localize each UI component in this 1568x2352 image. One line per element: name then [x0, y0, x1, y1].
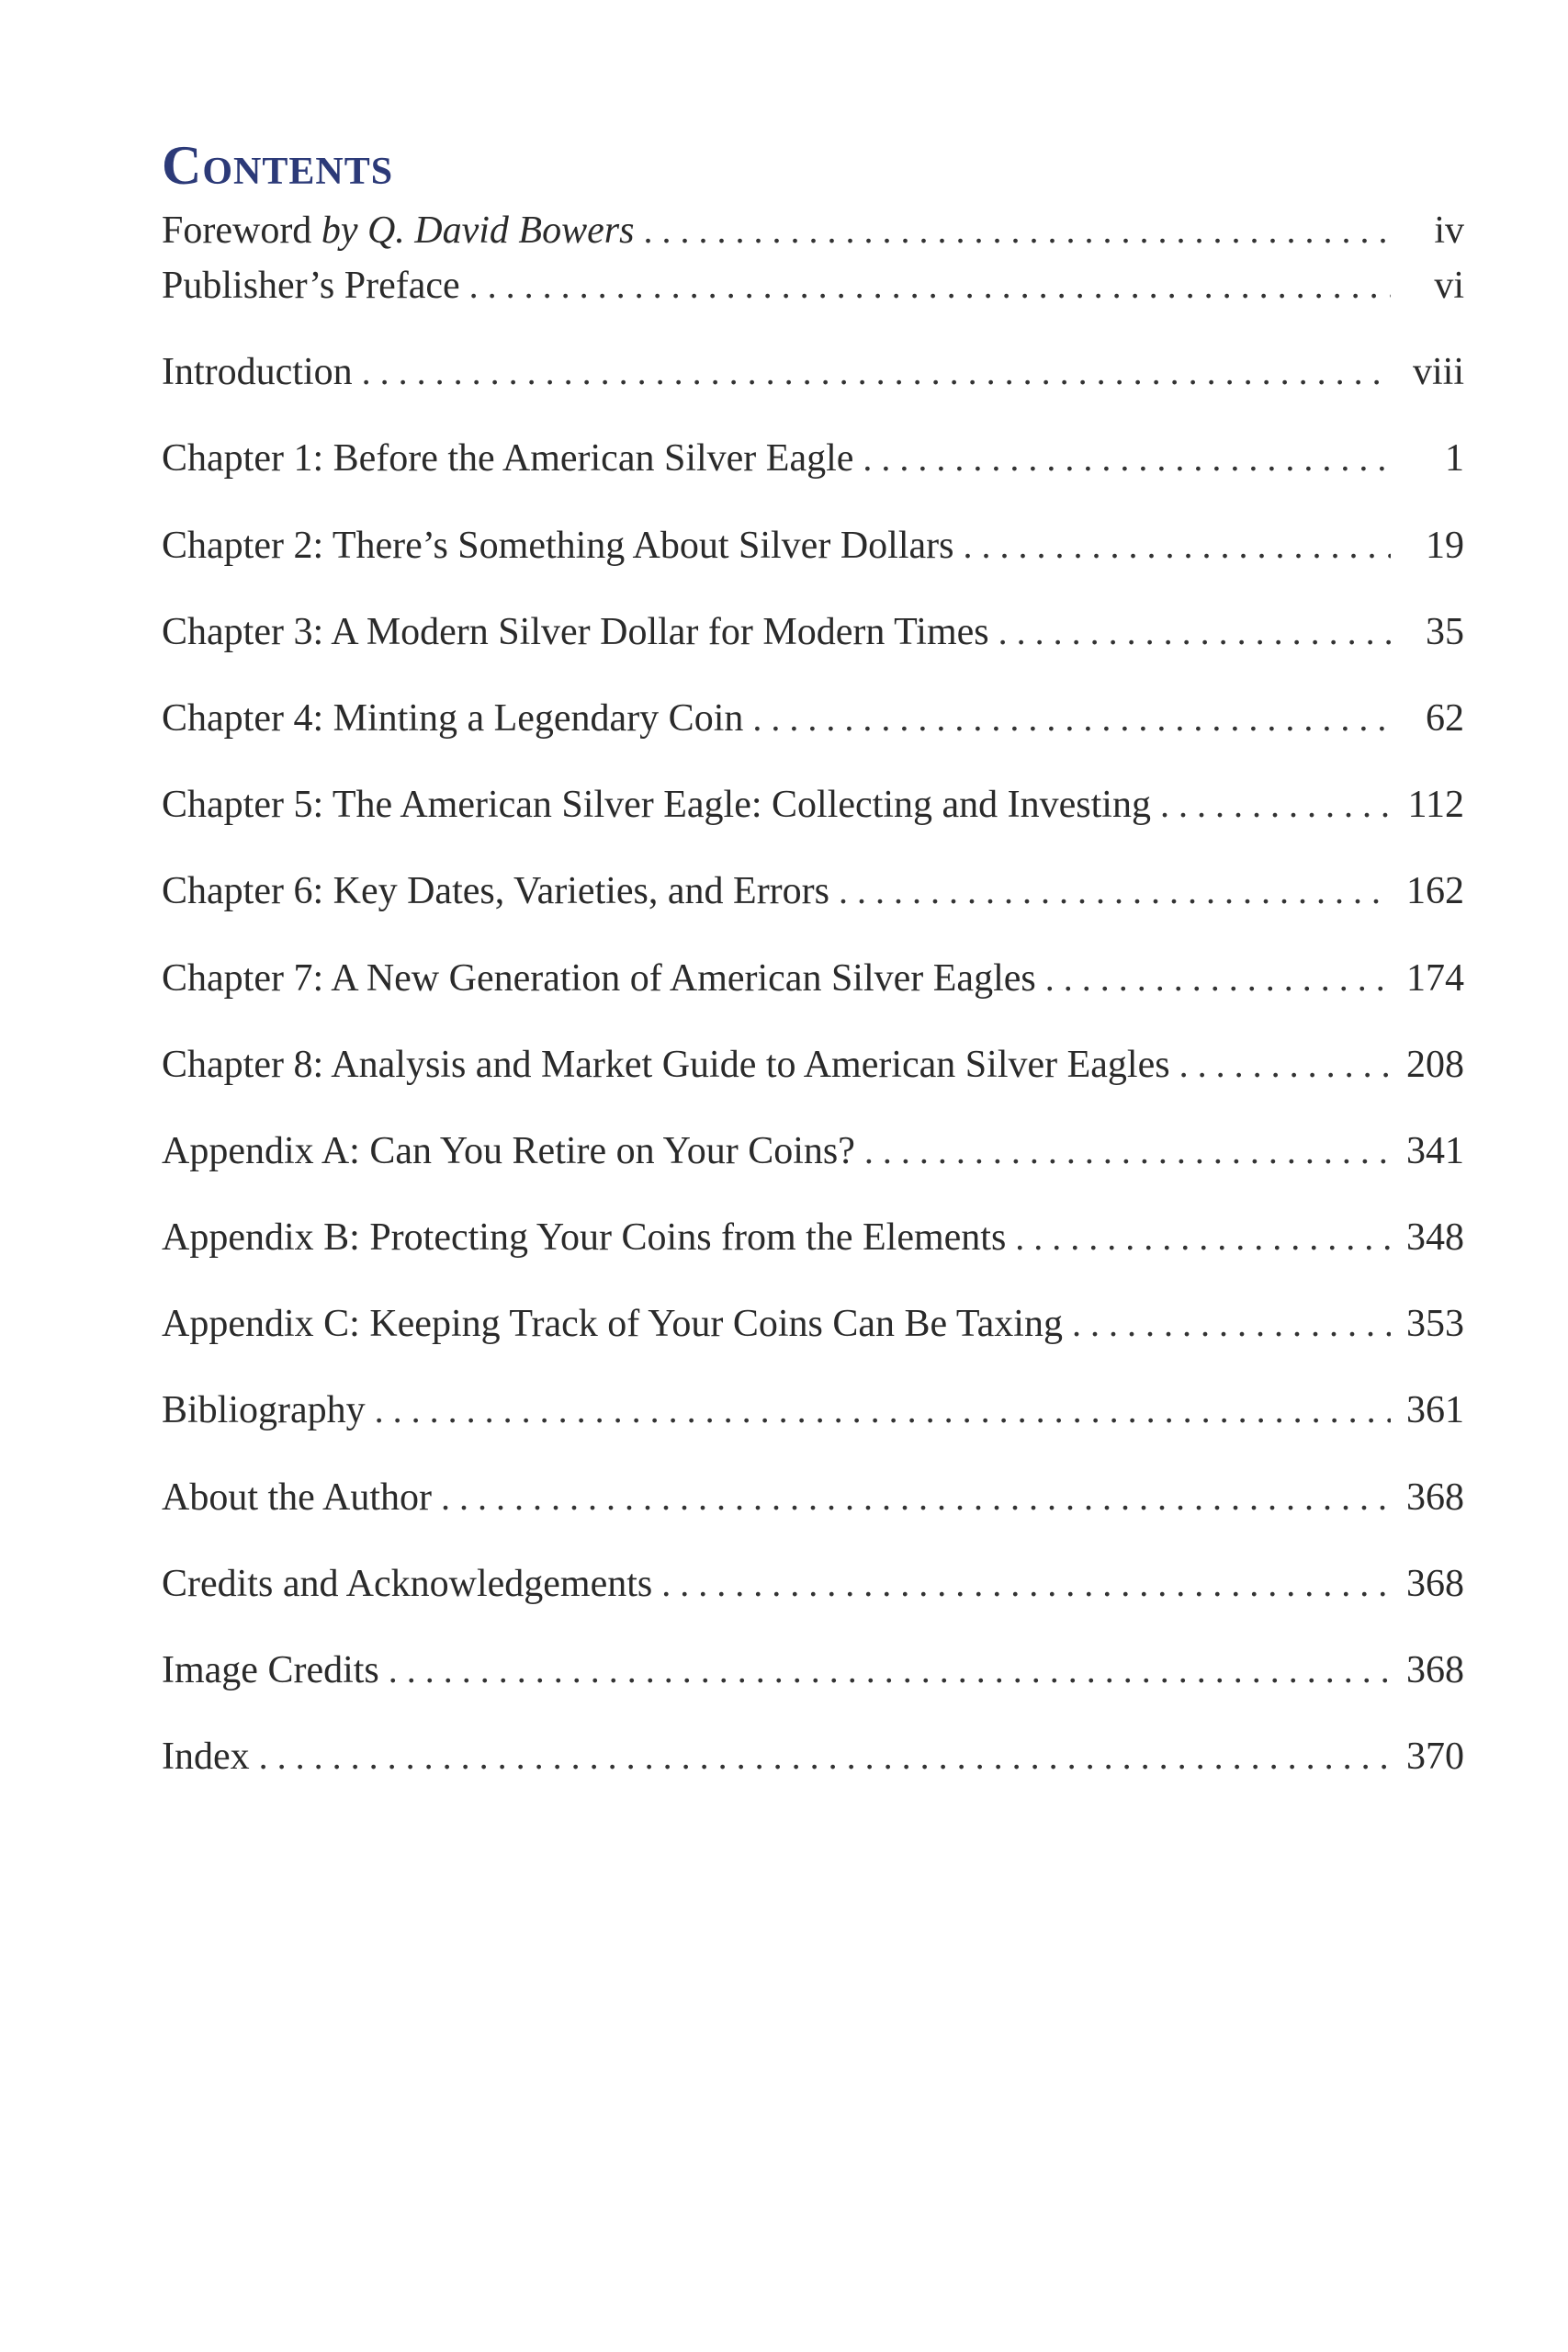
- dot-leader: [1015, 1219, 1391, 1256]
- toc-entry-title: Image Credits: [162, 1649, 379, 1691]
- toc-page-number: 368: [1406, 1649, 1464, 1691]
- toc-entry[interactable]: [162, 1043, 1464, 1132]
- toc-entry[interactable]: [162, 610, 1464, 699]
- toc-entry-title: Chapter 2: There’s Something About Silver Dollars: [162, 524, 954, 567]
- toc-entry-title: Appendix A: Can You Retire on Your Coins?: [162, 1129, 855, 1172]
- toc-entry[interactable]: [162, 1218, 1464, 1305]
- toc-entry-title: Appendix B: Protecting Your Coins from the Elements: [162, 1216, 1007, 1260]
- dot-leader: [1072, 1306, 1391, 1342]
- page-title: Contents: [162, 135, 394, 196]
- toc-entry[interactable]: [162, 1129, 1464, 1218]
- toc-page-number: 35: [1426, 610, 1464, 653]
- dot-leader: [1160, 786, 1391, 823]
- dot-leader: [469, 267, 1391, 304]
- toc-page-number: 19: [1426, 524, 1464, 567]
- toc-page-number: 368: [1406, 1562, 1464, 1605]
- toc-page-number: 62: [1426, 696, 1464, 740]
- toc-entry[interactable]: [162, 353, 1464, 439]
- toc-entry[interactable]: [162, 1651, 1464, 1737]
- dot-leader: [839, 873, 1391, 910]
- toc-entry-title: About the Author: [162, 1476, 432, 1519]
- dot-leader: [661, 1566, 1391, 1602]
- toc-page-number: 208: [1406, 1043, 1464, 1086]
- toc-entry-title: Index: [162, 1736, 250, 1779]
- toc-entry-byline: by Q. David Bowers: [321, 209, 635, 252]
- toc-page-number: 368: [1406, 1476, 1464, 1519]
- toc-entry[interactable]: [162, 439, 1464, 526]
- dot-leader: [864, 1133, 1391, 1170]
- dot-leader: [362, 354, 1391, 390]
- toc-entry[interactable]: [162, 696, 1464, 786]
- toc-page-number: viii: [1412, 351, 1464, 394]
- dot-leader: [963, 527, 1391, 564]
- toc-entry-title: Chapter 7: A New Generation of American Silver Eagles: [162, 956, 1036, 1000]
- toc-entry-title: Chapter 5: The American Silver Eagle: Collecting and Investing: [162, 784, 1151, 827]
- toc-entry-title: Chapter 8: Analysis and Market Guide to American Silver Eagles: [162, 1043, 1170, 1086]
- toc-entry[interactable]: [162, 1478, 1464, 1565]
- dot-leader: [998, 614, 1391, 650]
- toc-entry[interactable]: [162, 786, 1464, 872]
- toc-page-number: vi: [1434, 265, 1464, 307]
- dot-leader: [1179, 1046, 1391, 1083]
- contents-page: [162, 135, 1464, 1824]
- dot-leader: [389, 1652, 1391, 1689]
- toc-entry-title: Chapter 1: Before the American Silver Eagle: [162, 437, 854, 481]
- toc-entry-title: Credits and Acknowledgements: [162, 1562, 653, 1605]
- toc-entry-title: Chapter 4: Minting a Legendary Coin: [162, 696, 744, 740]
- toc-page-number: 174: [1406, 956, 1464, 1000]
- toc-list: [162, 211, 1464, 1824]
- toc-entry[interactable]: [162, 1305, 1464, 1391]
- toc-page-number: 341: [1406, 1129, 1464, 1172]
- toc-page-number: 353: [1406, 1303, 1464, 1346]
- toc-page-number: 361: [1406, 1389, 1464, 1432]
- toc-entry[interactable]: [162, 1391, 1464, 1477]
- dot-leader: [643, 212, 1391, 249]
- toc-entry[interactable]: [162, 872, 1464, 958]
- toc-page-number: 162: [1406, 870, 1464, 913]
- toc-entry-title: Publisher’s Preface: [162, 265, 460, 307]
- toc-entry[interactable]: [162, 1737, 1464, 1824]
- dot-leader: [441, 1479, 1391, 1516]
- toc-entry[interactable]: [162, 526, 1464, 613]
- toc-entry[interactable]: [162, 266, 1464, 353]
- dot-leader: [863, 440, 1391, 477]
- dot-leader: [752, 700, 1391, 737]
- toc-entry-title: Chapter 3: A Modern Silver Dollar for Modern Times: [162, 610, 989, 653]
- toc-page-number: 348: [1406, 1216, 1464, 1260]
- toc-page-number: 112: [1407, 784, 1464, 827]
- toc-entry[interactable]: [162, 211, 1464, 266]
- toc-page-number: iv: [1434, 209, 1464, 252]
- toc-entry-title: Bibliography: [162, 1389, 366, 1432]
- dot-leader: [259, 1738, 1391, 1775]
- toc-entry-title: Appendix C: Keeping Track of Your Coins Can Be Taxing: [162, 1303, 1063, 1346]
- toc-entry[interactable]: [162, 1562, 1464, 1651]
- toc-page-number: 370: [1406, 1736, 1464, 1779]
- dot-leader: [375, 1392, 1391, 1429]
- dot-leader: [1045, 960, 1391, 997]
- toc-page-number: 1: [1445, 437, 1464, 481]
- toc-entry-title: Chapter 6: Key Dates, Varieties, and Errors: [162, 870, 830, 913]
- toc-entry[interactable]: [162, 956, 1464, 1046]
- toc-entry-title: Foreword by Q. David Bowers: [162, 209, 635, 252]
- toc-entry-title: Introduction: [162, 351, 353, 394]
